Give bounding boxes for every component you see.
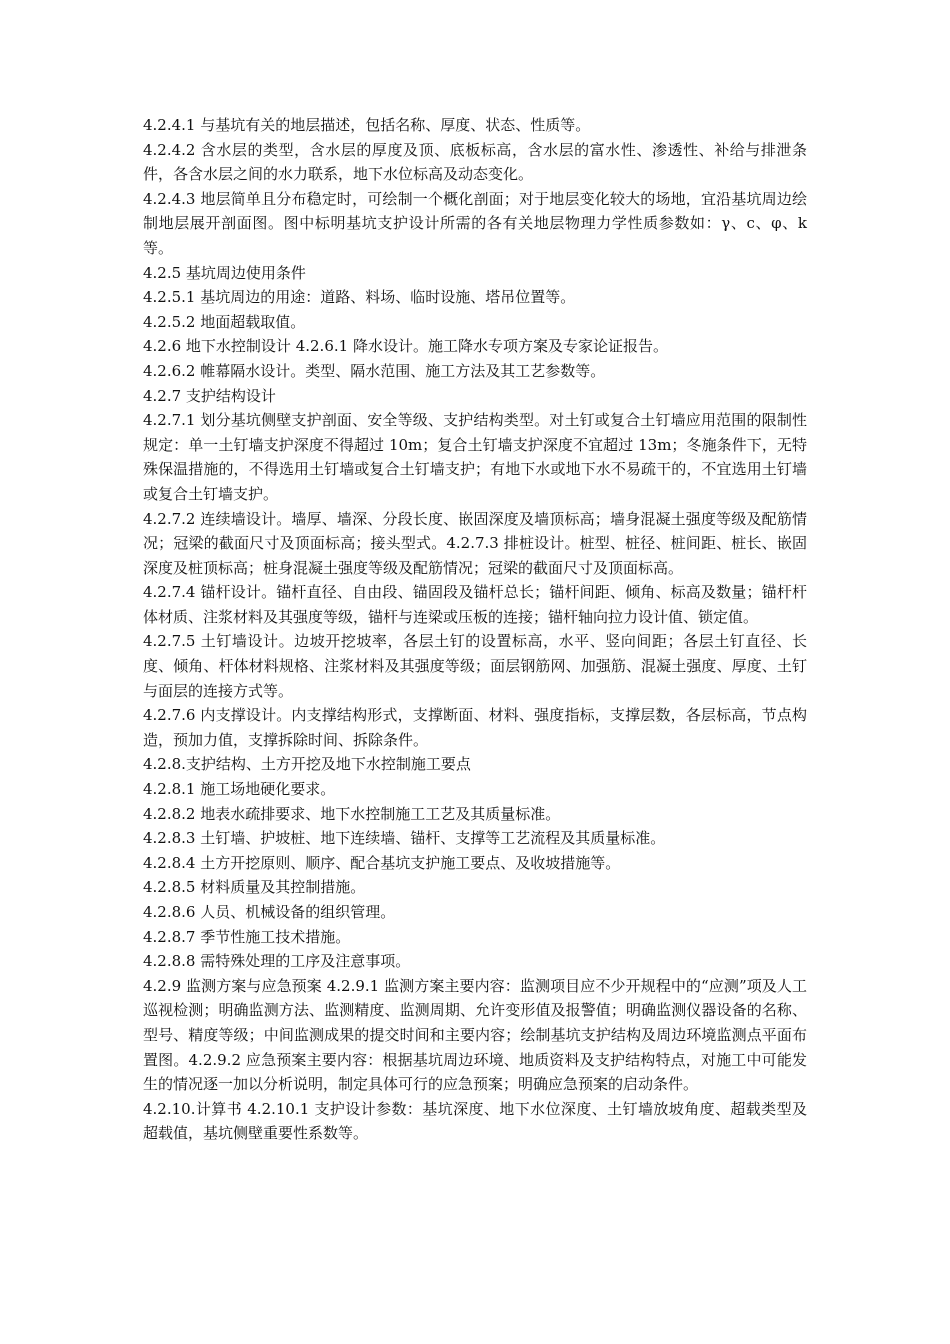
- paragraph-4-2-8-1: 4.2.8.1 施工场地硬化要求。: [143, 780, 336, 799]
- paragraph-4-2-8-6: 4.2.8.6 人员、机械设备的组织管理。: [143, 903, 396, 921]
- paragraph-4-2-4-2: 4.2.4.2 含水层的类型，含水层的厚度及顶、底板标高，含水层的富水性、渗透性、补给与排泄条件，各含水层之间的水力联系，地下水位标高及动态变化。: [143, 140, 807, 184]
- paragraph-4-2-9: 4.2.9 监测方案与应急预案 4.2.9.1 监测方案主要内容：监测项目应不少开规程中的“应测”项及人工巡视检测；明确监测方法、监测精度、监测周期、允许变形值及报警值；明确监测仪器设备的名称、型号、精度等级；中间监测成果的提交时间和主要内容；绘制基坑支护结构及周边环境监测点平面布置图。4.2.9.2 应急预案主要内容：根据基坑周边环境、地质资料及支护结构特点，对施工中可能发生的情况逐一加以分析说明，制定具体可行的应急预案；明确应急预案的启动条件。: [143, 976, 807, 1094]
- document-body: [143, 113, 807, 1146]
- paragraph-4-2-8-3: 4.2.8.3 土钉墙、护坡桩、地下连续墙、锚杆、支撑等工艺流程及其质量标准。: [143, 829, 666, 848]
- heading-4-2-7: 4.2.7 支护结构设计: [143, 386, 276, 405]
- paragraph-4-2-4-3: 4.2.4.3 地层简单且分布稳定时，可绘制一个概化剖面；对于地层变化较大的场地，宜沿基坑周边绘制地层展开剖面图。图中标明基坑支护设计所需的各有关地层物理力学性质参数如：γ、c、φ、k 等。: [143, 189, 807, 257]
- paragraph-4-2-8-2: 4.2.8.2 地表水疏排要求、地下水控制施工工艺及其质量标准。: [143, 804, 561, 823]
- paragraph-4-2-8-5: 4.2.8.5 材料质量及其控制措施。: [143, 878, 366, 897]
- paragraph-4-2-6-2: 4.2.6.2 帷幕隔水设计。类型、隔水范围、施工方法及其工艺参数等。: [143, 361, 606, 380]
- paragraph-4-2-8-4: 4.2.8.4 土方开挖原则、顺序、配合基坑支护施工要点、及收坡措施等。: [143, 853, 621, 872]
- paragraph-4-2-6: 4.2.6 地下水控制设计 4.2.6.1 降水设计。施工降水专项方案及专家论证报告。: [143, 337, 668, 356]
- paragraph-4-2-10: 4.2.10.计算书 4.2.10.1 支护设计参数：基坑深度、地下水位深度、土钉墙放坡角度、超载类型及超载值，基坑侧壁重要性系数等。: [143, 1099, 807, 1143]
- heading-4-2-5: 4.2.5 基坑周边使用条件: [143, 263, 306, 282]
- paragraph-4-2-7-2: 4.2.7.2 连续墙设计。墙厚、墙深、分段长度、嵌固深度及墙顶标高；墙身混凝土强度等级及配筋情况；冠梁的截面尺寸及顶面标高；接头型式。4.2.7.3 排桩设计。桩型、桩径、桩间距、桩长、嵌固深度及桩顶标高；桩身混凝土强度等级及配筋情况；冠梁的截面尺寸及顶面标高。: [143, 509, 807, 577]
- heading-4-2-8: 4.2.8.支护结构、土方开挖及地下水控制施工要点: [143, 755, 471, 774]
- paragraph-4-2-7-4: 4.2.7.4 锚杆设计。锚杆直径、自由段、锚固段及锚杆总长；锚杆间距、倾角、标高及数量；锚杆杆体材质、注浆材料及其强度等级，锚杆与连梁或压板的连接；锚杆轴向拉力设计值、锁定值。: [143, 583, 807, 626]
- paragraph-4-2-7-1: 4.2.7.1 划分基坑侧壁支护剖面、安全等级、支护结构类型。对土钉或复合土钉墙应用范围的限制性规定：单一土钉墙支护深度不得超过 10m；复合土钉墙支护深度不宜超过 13m；冬施条件下，无特殊保温措施的，不得选用土钉墙或复合土钉墙支护；有地下水或地下水不易疏干的，不宜选用土钉墙或复合土钉墙支护。: [143, 411, 807, 503]
- paragraph-4-2-8-7: 4.2.8.7 季节性施工技术措施。: [143, 927, 351, 946]
- paragraph-4-2-5-1: 4.2.5.1 基坑周边的用途：道路、料场、临时设施、塔吊位置等。: [143, 288, 576, 307]
- paragraph-4-2-7-5: 4.2.7.5 土钉墙设计。边坡开挖坡率，各层土钉的设置标高，水平、竖向间距；各层土钉直径、长度、倾角、杆体材料规格、注浆材料及其强度等级；面层钢筋网、加强筋、混凝土强度、厚度、土钉与面层的连接方式等。: [143, 632, 807, 700]
- paragraph-4-2-7-6: 4.2.7.6 内支撑设计。内支撑结构形式，支撑断面、材料、强度指标，支撑层数，各层标高，节点构造，预加力值，支撑拆除时间、拆除条件。: [143, 706, 807, 749]
- paragraph-4-2-5-2: 4.2.5.2 地面超载取值。: [143, 312, 306, 331]
- paragraph-4-2-4-1: 4.2.4.1 与基坑有关的地层描述，包括名称、厚度、状态、性质等。: [143, 116, 591, 134]
- paragraph-4-2-8-8: 4.2.8.8 需特殊处理的工序及注意事项。: [143, 952, 411, 971]
